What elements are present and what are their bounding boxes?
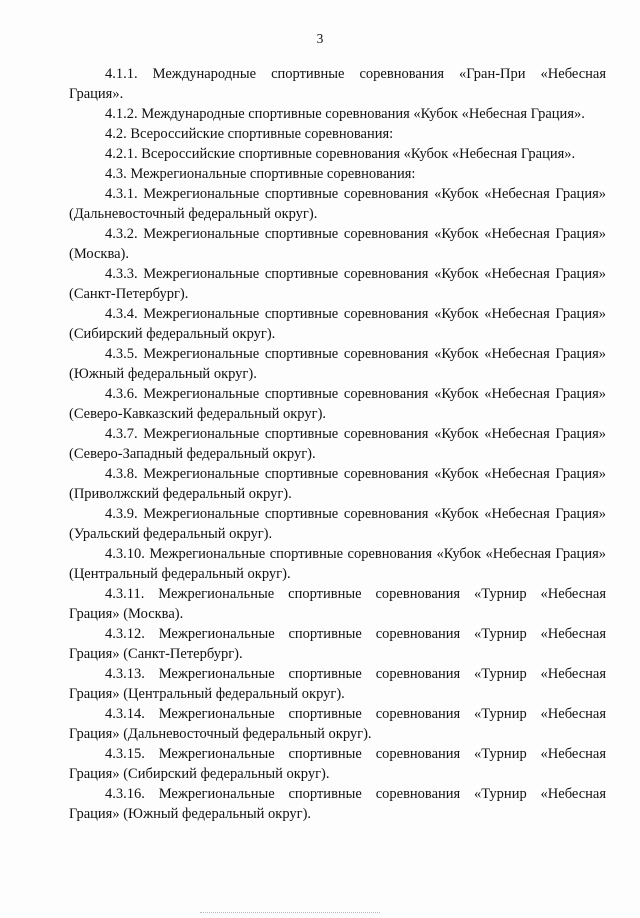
list-item: 4.3. Межрегиональные спортивные соревнования: — [105, 166, 416, 182]
list-item: 4.3.4. Межрегиональные спортивные соревнования «Кубок «Небесная Грация» (Сибирский федеральный округ). — [69, 306, 606, 342]
list-item: 4.1.2. Международные спортивные соревнования «Кубок «Небесная Грация». — [105, 106, 585, 122]
list-item: 4.3.11. Межрегиональные спортивные соревнования «Турнир «Небесная Грация» (Москва). — [69, 586, 606, 622]
scan-artifact — [200, 912, 380, 914]
list-item: 4.3.3. Межрегиональные спортивные соревнования «Кубок «Небесная Грация» (Санкт-Петербург). — [69, 266, 606, 302]
list-item: 4.2. Всероссийские спортивные соревнования: — [105, 126, 394, 142]
list-item: 4.3.7. Межрегиональные спортивные соревнования «Кубок «Небесная Грация» (Северо-Западный федеральный округ). — [69, 426, 606, 462]
list-item: 4.3.14. Межрегиональные спортивные соревнования «Турнир «Небесная Грация» (Дальневосточный федеральный округ). — [69, 706, 606, 742]
list-item: 4.2.1. Всероссийские спортивные соревнования «Кубок «Небесная Грация». — [105, 146, 576, 162]
list-item: 4.3.16. Межрегиональные спортивные соревнования «Турнир «Небесная Грация» (Южный федеральный округ). — [69, 786, 606, 822]
list-item: 4.3.1. Межрегиональные спортивные соревнования «Кубок «Небесная Грация» (Дальневосточный федеральный округ). — [69, 186, 606, 222]
list-item: 4.3.5. Межрегиональные спортивные соревнования «Кубок «Небесная Грация» (Южный федеральный округ). — [69, 346, 606, 382]
list-item: 4.3.10. Межрегиональные спортивные соревнования «Кубок «Небесная Грация» (Центральный федеральный округ). — [69, 546, 606, 582]
list-item: 4.3.2. Межрегиональные спортивные соревнования «Кубок «Небесная Грация» (Москва). — [69, 226, 606, 262]
document-body — [69, 64, 606, 824]
list-item: 4.3.9. Межрегиональные спортивные соревнования «Кубок «Небесная Грация» (Уральский федеральный округ). — [69, 506, 606, 542]
list-item: 4.3.8. Межрегиональные спортивные соревнования «Кубок «Небесная Грация» (Приволжский федеральный округ). — [69, 466, 606, 502]
list-item: 4.3.6. Межрегиональные спортивные соревнования «Кубок «Небесная Грация» (Северо-Кавказский федеральный округ). — [69, 386, 606, 422]
list-item: 4.1.1. Международные спортивные соревнования «Гран-При «Небесная Грация». — [69, 66, 606, 102]
page-number: 3 — [316, 31, 324, 46]
list-item: 4.3.13. Межрегиональные спортивные соревнования «Турнир «Небесная Грация» (Центральный федеральный округ). — [69, 666, 606, 702]
list-item: 4.3.15. Межрегиональные спортивные соревнования «Турнир «Небесная Грация» (Сибирский федеральный округ). — [69, 746, 606, 782]
list-item: 4.3.12. Межрегиональные спортивные соревнования «Турнир «Небесная Грация» (Санкт-Петербург). — [69, 626, 606, 662]
